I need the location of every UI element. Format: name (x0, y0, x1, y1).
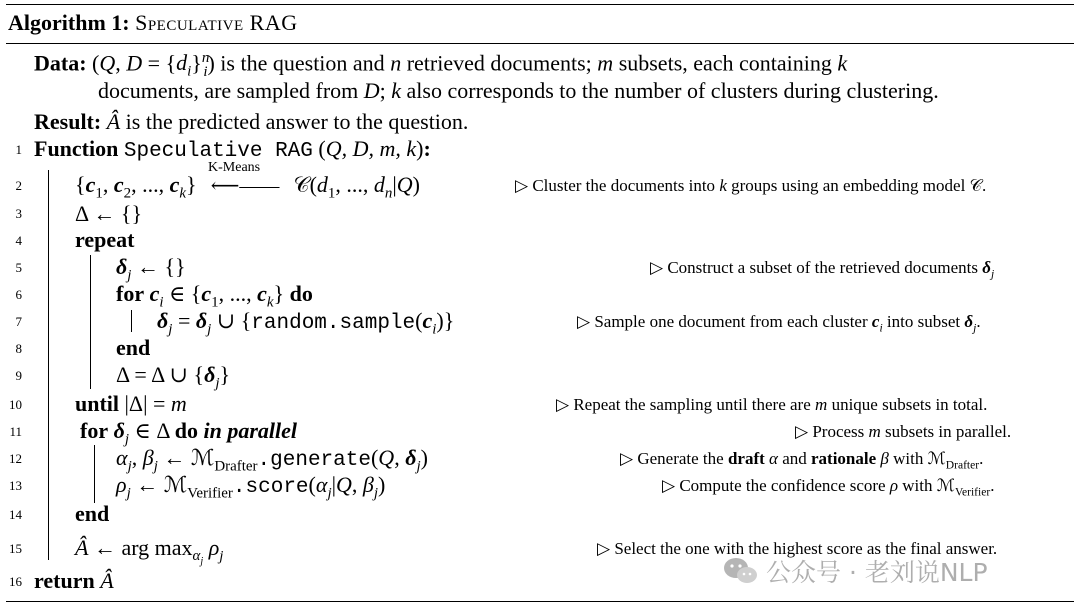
line-7-comment: ▷ Sample one document from each cluster $c_i$ into subset $\delta_j$. (577, 312, 981, 335)
result-line: Result: Â is the predicted answer to the question. (34, 109, 469, 134)
watermark-text: 公众号 · 老刘说NLP (766, 558, 988, 587)
line-number: 12 (9, 451, 22, 466)
line-number: 11 (9, 424, 22, 439)
line-number: 15 (9, 541, 22, 556)
top-rule (6, 4, 1074, 5)
line-4-code: repeat (75, 227, 135, 252)
algorithm-title: Algorithm 1: Speculative RAG (8, 10, 298, 35)
line-10-code: until |Δ| = m (75, 391, 187, 416)
line-3-code: Δ ← {} (75, 201, 143, 226)
title-rule (6, 43, 1074, 44)
line-6-code: for $c_i$ ∈ {$c_1$, ..., $c_k$} do (116, 281, 313, 311)
line-number: 1 (15, 142, 22, 157)
wechat-icon (722, 555, 760, 587)
line-number: 16 (9, 574, 22, 589)
line-11-code: for $\delta_j$ ∈ Δ do in parallel (80, 418, 298, 448)
line-13-code: $\rho_j$ ← $ℳ_{Verifier}.score(\alpha_j|Q$, $\beta_j$) (116, 472, 386, 502)
line-number: 10 (9, 397, 22, 412)
line-7-code: $\delta_j = \delta_j$ ∪ $\{random.sample(c_i)\}$ (157, 308, 455, 338)
line-2-comment: ▷ Cluster the documents into k groups using an embedding model 𝒞. (515, 176, 987, 195)
for-block-bar (131, 310, 132, 332)
line-12-comment: ▷ Generate the draft α and rationale β with ℳ$_{Drafter}$. (620, 449, 984, 472)
line-number: 8 (15, 341, 22, 356)
line-16-code: return Â (34, 568, 114, 593)
line-number: 9 (15, 368, 22, 383)
line-10-comment: ▷ Repeat the sampling until there are m unique subsets in total. (556, 395, 988, 414)
line-number: 3 (15, 206, 22, 221)
line-number: 6 (15, 287, 22, 302)
line-number: 7 (15, 314, 22, 329)
parallel-block-bar (94, 445, 95, 503)
line-14-code: end (75, 501, 110, 526)
line-8-code: end (116, 335, 151, 360)
line-2-code: {$c_1$, $c_2$, ..., $c_k$} K-Means ⟵—— $𝒞(d_1$, ..., $d_n|Q$) (75, 160, 420, 202)
line-number: 4 (15, 233, 22, 248)
line-12-code: $\alpha_j$, $\beta_j$ ← ℳ$_{Drafter}$.generate(Q, $\delta_j$) (116, 445, 428, 475)
line-number: 2 (15, 178, 22, 193)
line-15-comment: ▷ Select the one with the highest score as the final answer. (597, 539, 998, 558)
line-5-code: $\delta_j$ ← {} (116, 254, 186, 284)
line-11-comment: ▷ Process m subsets in parallel. (795, 422, 1012, 441)
function-block-bar (48, 170, 49, 560)
line-15-code: Â ← arg $\max_{\alpha_j} \rho_j$ (75, 535, 224, 568)
repeat-block-bar (90, 255, 91, 389)
line-9-code: Δ = Δ ∪ $\{\delta_j\}$ (116, 362, 231, 392)
line-1-code: Function Speculative RAG (Q, D, m, k): (34, 136, 431, 163)
line-number: 14 (9, 507, 22, 522)
line-5-comment: ▷ Construct a subset of the retrieved documents $\delta_j$ (650, 258, 995, 281)
line-13-comment: ▷ Compute the confidence score ρ with ℳ$_{Verifier}$. (662, 476, 995, 499)
line-number: 5 (15, 260, 22, 275)
data-line-2: documents, are sampled from D; k also corresponds to the number of clusters during clustering. (98, 78, 939, 103)
line-number: 13 (9, 478, 22, 493)
bottom-rule (6, 601, 1074, 602)
data-line-1: Data: (Q, $D = \{d_i\}^n_i$) is the question and n retrieved documents; m subsets, each containing k (34, 50, 848, 80)
